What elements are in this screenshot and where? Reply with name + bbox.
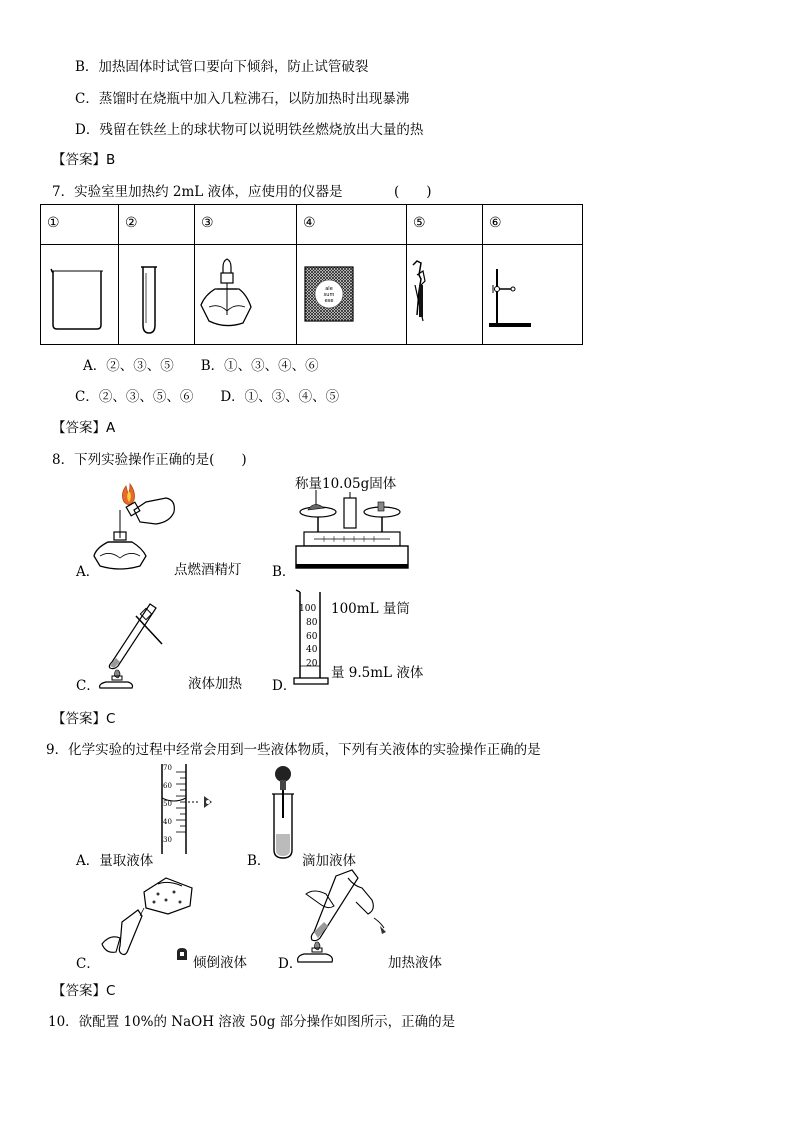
- q8-answer: 【答案】C: [52, 711, 116, 727]
- table-header: ⑤: [407, 205, 483, 245]
- q9-a-label: A．量取液体: [76, 853, 154, 869]
- alcohol-lamp-icon: [195, 245, 297, 344]
- asbestos-text: ale: [325, 286, 333, 292]
- q8-c-caption: 液体加热: [188, 676, 242, 692]
- asbestos-text: exe: [324, 298, 334, 304]
- q9-d-caption: 加热液体: [388, 955, 442, 971]
- cylinder-tick-label: 100: [299, 604, 317, 614]
- asbestos-net-icon: [297, 245, 407, 344]
- heating-liquid-hands-icon: [296, 866, 392, 964]
- q7-stem: 7．实验室里加热约 2mL 液体，应使用的仪器是: [52, 184, 343, 200]
- cylinder-tick-label: 60: [306, 632, 318, 642]
- test-tube-holder-icon: [407, 245, 483, 344]
- q9-c-caption: 倾倒液体: [193, 955, 247, 971]
- q8-a-letter: A．: [76, 564, 100, 580]
- q9-d-letter: D．: [278, 956, 303, 972]
- table-header: ②: [119, 205, 195, 245]
- scale-tick-label: 70: [163, 764, 172, 772]
- scale-tick-label: 40: [163, 818, 172, 826]
- q8-stem: 8．下列实验操作正确的是( ): [52, 452, 247, 468]
- q8-d-caption-top: 100mL 量筒: [331, 601, 410, 617]
- dropper-test-tube-icon: [266, 764, 306, 862]
- table-header: ③: [195, 205, 297, 245]
- instrument-cell: [297, 245, 407, 345]
- cylinder-tick-label: 40: [306, 645, 318, 655]
- scale-tick-label: 50: [163, 800, 172, 808]
- table-header: ⑥: [483, 205, 583, 245]
- instrument-table: [40, 204, 583, 345]
- q8-a-caption: 点燃酒精灯: [174, 562, 242, 578]
- q8-c-letter: C．: [76, 678, 100, 694]
- instrument-cell: [195, 245, 297, 345]
- instrument-cell: [119, 245, 195, 345]
- q10-stem: 10．欲配置 10%的 NaOH 溶液 50g 部分操作如图所示，正确的是: [48, 1014, 456, 1030]
- q9-answer: 【答案】C: [52, 983, 116, 999]
- q9-stem: 9．化学实验的过程中经常会用到一些液体物质，下列有关液体的实验操作正确的是: [46, 742, 541, 758]
- q9-c-letter: C．: [76, 956, 100, 972]
- instrument-cell: [483, 245, 583, 345]
- q8-d-letter: D．: [272, 678, 297, 694]
- table-header: ④: [297, 205, 407, 245]
- q6-option-c: C．蒸馏时在烧瓶中加入几粒沸石，以防加热时出现暴沸: [75, 91, 410, 107]
- beaker-icon: [41, 245, 119, 344]
- q6-option-b: B．加热固体时试管口要向下倾斜，防止试管破裂: [75, 59, 369, 75]
- q7-options-row2: C．②、③、⑤、⑥ D．①、③、④、⑤: [75, 389, 340, 405]
- q8-d-caption-bottom: 量 9.5mL 液体: [331, 665, 424, 681]
- q6-option-d: D．残留在铁丝上的球状物可以说明铁丝燃烧放出大量的热: [75, 122, 424, 138]
- table-header: ①: [41, 205, 119, 245]
- q9-b-caption: 滴加液体: [302, 853, 356, 869]
- q8-b-caption: 称量10.05g固体: [295, 476, 397, 492]
- balance-icon: [294, 490, 410, 572]
- scale-tick-label: 30: [163, 836, 172, 844]
- measuring-cylinder-reading-icon: [150, 762, 230, 856]
- instrument-cell: [407, 245, 483, 345]
- cylinder-tick-label: 20: [306, 659, 318, 669]
- bottle-stopper-icon: [174, 946, 190, 962]
- scale-tick-label: 60: [163, 782, 172, 790]
- iron-stand-icon: [483, 245, 583, 344]
- test-tube-icon: [119, 245, 195, 344]
- q9-b-letter: B．: [247, 853, 271, 869]
- q8-b-letter: B．: [272, 564, 296, 580]
- q7-answer: 【答案】A: [52, 420, 116, 436]
- q7-options-row1: A．②、③、⑤ B．①、③、④、⑥: [83, 358, 319, 374]
- instrument-cell: [41, 245, 119, 345]
- heating-test-tube-icon: [96, 596, 166, 688]
- cylinder-tick-label: 80: [306, 618, 318, 628]
- q7-bracket: ( ): [394, 184, 432, 200]
- q6-answer: 【答案】B: [52, 152, 116, 168]
- asbestos-text: sum: [323, 292, 335, 298]
